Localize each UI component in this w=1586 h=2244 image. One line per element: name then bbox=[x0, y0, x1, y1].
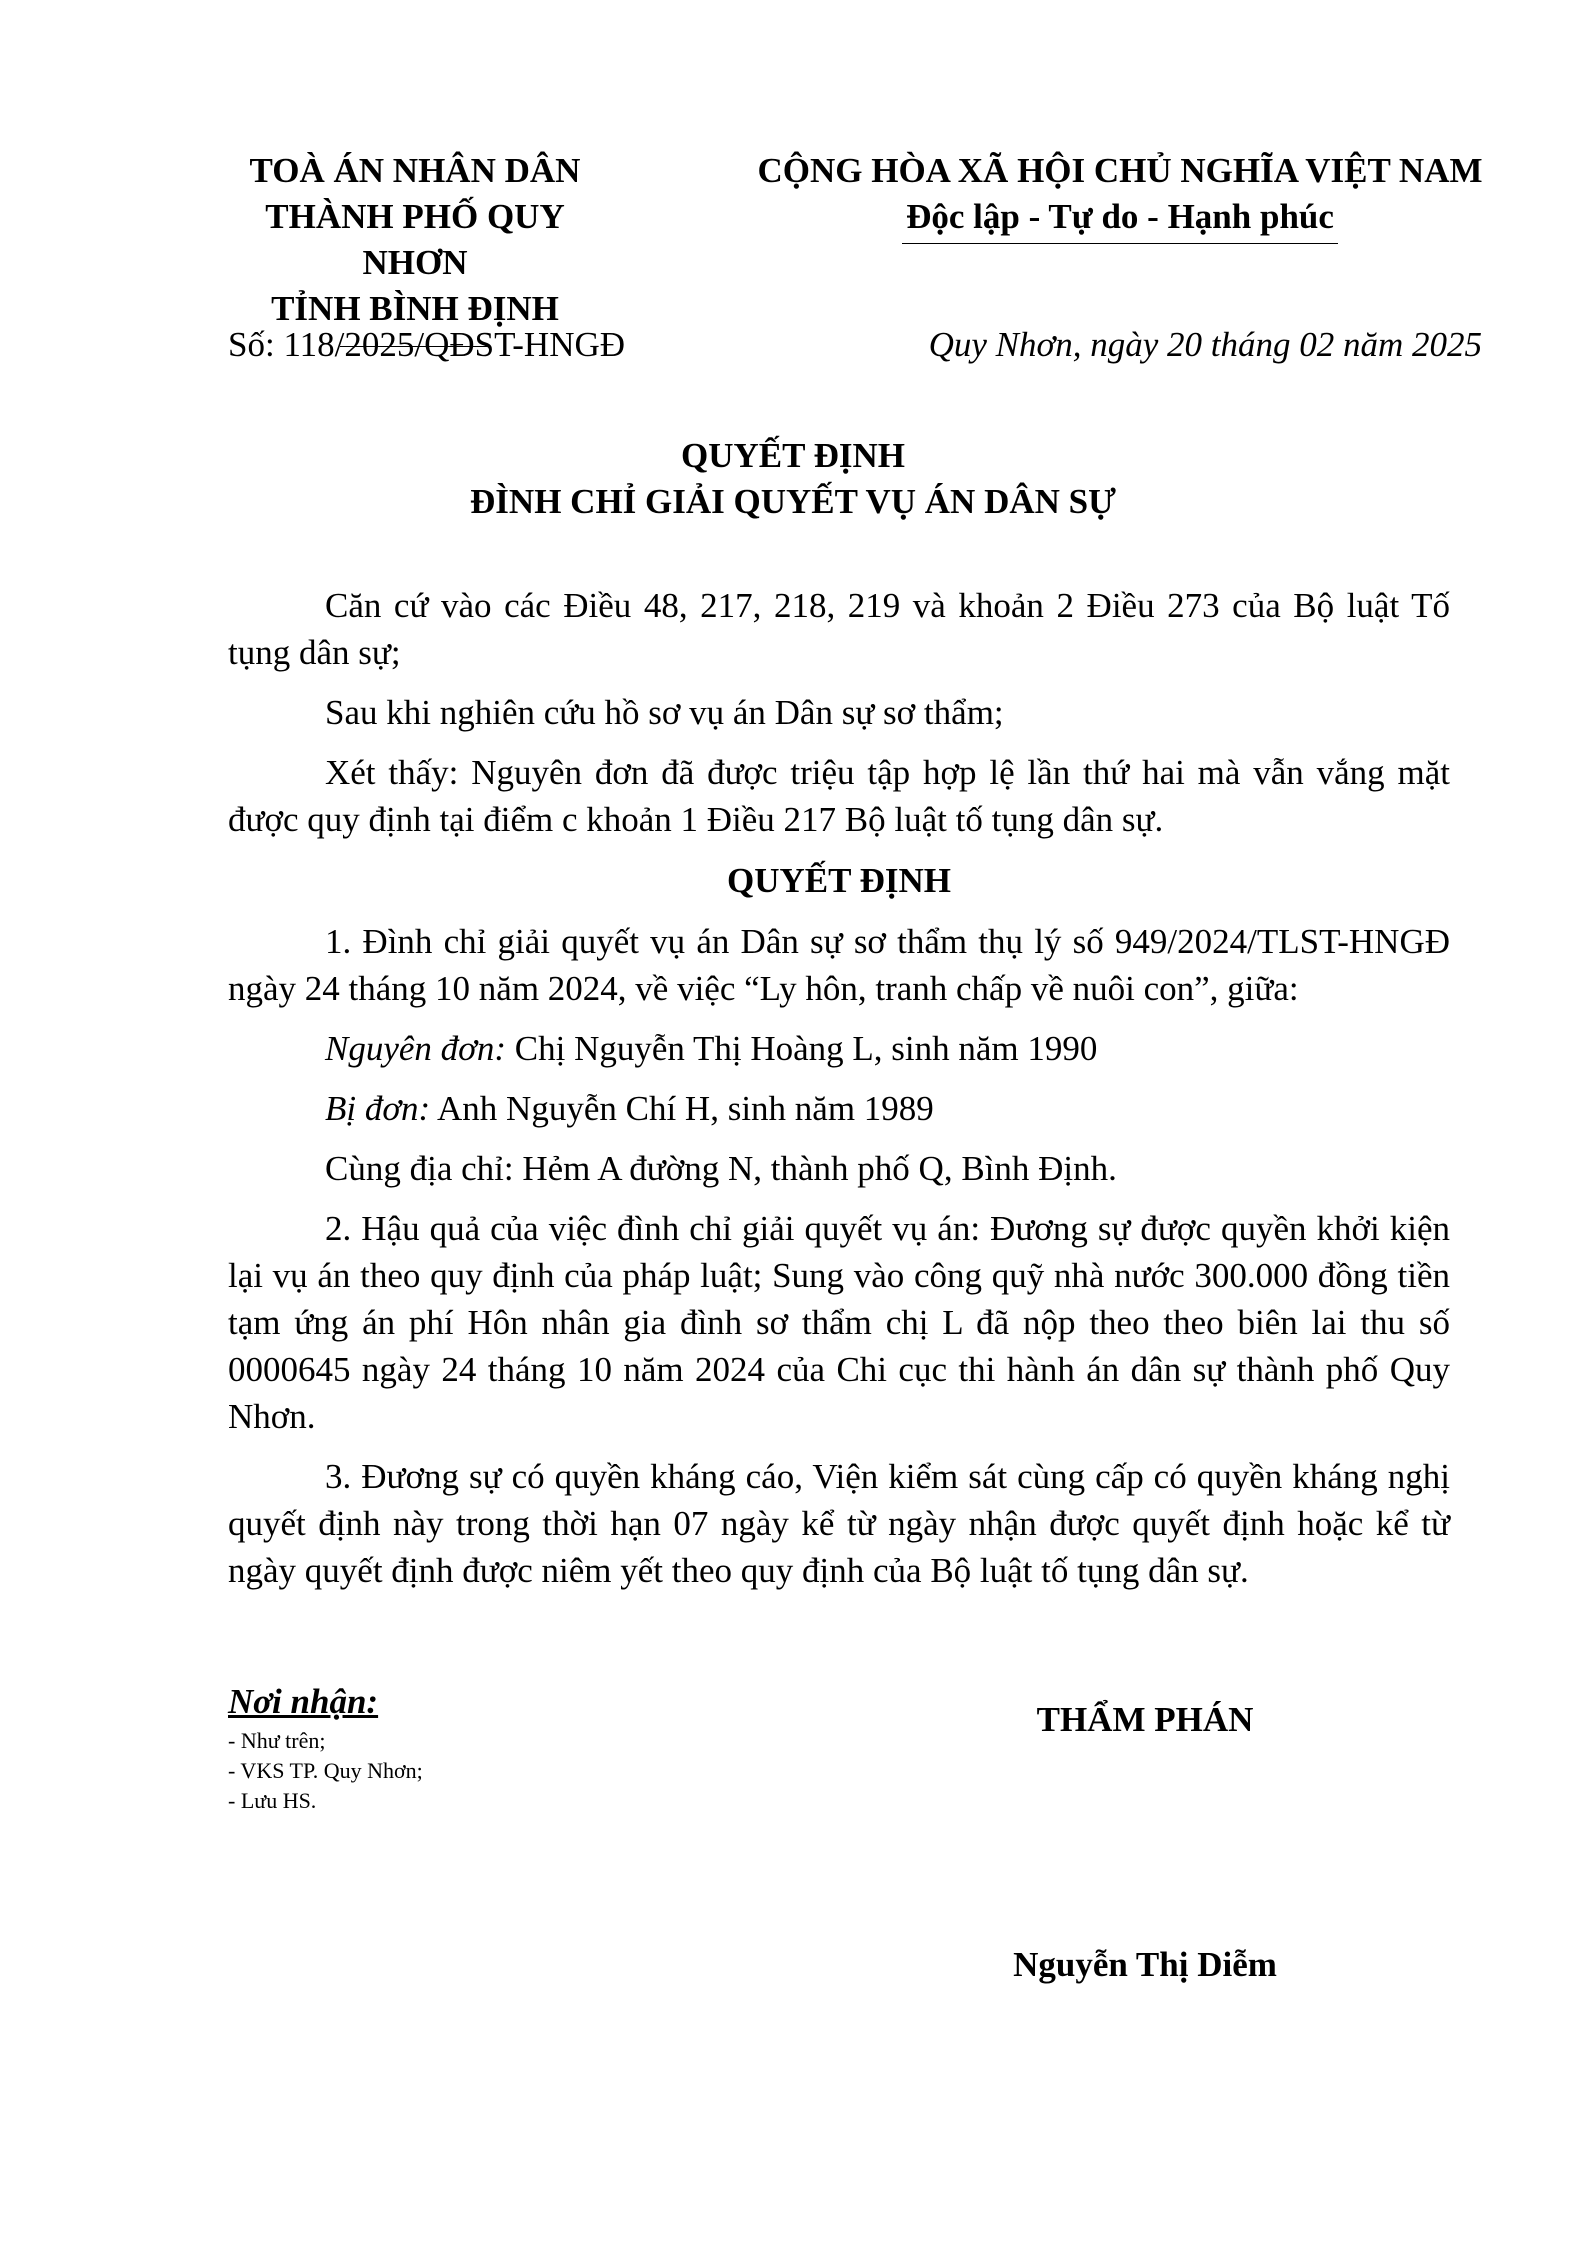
recipient-item: - Như trên; bbox=[228, 1728, 326, 1753]
decision-item-1: 1. Đình chỉ giải quyết vụ án Dân sự sơ thẩm thụ lý số 949/2024/TLST-HNGĐ ngày 24 tháng 10 năm 2024, về việc “Ly hôn, tranh chấp về nuôi con”, giữa: bbox=[228, 922, 1450, 1008]
decision-heading: QUYẾT ĐỊNH bbox=[727, 861, 951, 900]
national-title: CỘNG HÒA XÃ HỘI CHỦ NGHĨA VIỆT NAM bbox=[757, 151, 1483, 190]
title-line-2: ĐÌNH CHỈ GIẢI QUYẾT VỤ ÁN DÂN SỰ bbox=[470, 482, 1116, 521]
recipients-block bbox=[228, 1680, 423, 1816]
motto-text: Độc lập - Tự do - Hạnh phúc bbox=[906, 197, 1334, 236]
review-paragraph: Sau khi nghiên cứu hồ sơ vụ án Dân sự sơ thẩm; bbox=[325, 693, 1004, 732]
court-header bbox=[230, 148, 600, 347]
document-title bbox=[0, 433, 1586, 525]
defendant-label: Bị đơn: bbox=[325, 1089, 431, 1128]
recipients-list bbox=[228, 1726, 423, 1816]
signer-title: THẨM PHÁN bbox=[1036, 1700, 1254, 1739]
plaintiff-label: Nguyên đơn: bbox=[325, 1029, 506, 1068]
court-name-line-3: TỈNH BÌNH ĐỊNH bbox=[271, 289, 559, 328]
document-number: Số: 118/2025/QĐST-HNGĐ bbox=[228, 325, 626, 364]
defendant-value: Anh Nguyễn Chí H, sinh năm 1989 bbox=[430, 1089, 934, 1128]
motto-underline bbox=[902, 243, 1338, 244]
signer-name: Nguyễn Thị Diễm bbox=[1013, 1945, 1277, 1984]
plaintiff-line bbox=[228, 1025, 1450, 1072]
place-and-date: Quy Nhơn, ngày 20 tháng 02 năm 2025 bbox=[928, 325, 1482, 364]
recipient-item: - VKS TP. Quy Nhơn; bbox=[228, 1758, 423, 1783]
recipients-title: Nơi nhận: bbox=[228, 1682, 379, 1721]
court-name-line-1: TOÀ ÁN NHÂN DÂN bbox=[249, 151, 581, 190]
address-line: Cùng địa chỉ: Hẻm A đường N, thành phố Q, Bình Định. bbox=[325, 1149, 1117, 1188]
decision-item-3: 3. Đương sự có quyền kháng cáo, Viện kiểm sát cùng cấp có quyền kháng nghị quyết định này trong thời hạn 07 ngày kể từ ngày nhận được quyết định hoặc kể từ ngày quyết định được niêm yết theo quy định của Bộ luật tố tụng dân sự. bbox=[228, 1457, 1450, 1590]
finding-paragraph: Xét thấy: Nguyên đơn đã được triệu tập hợp lệ lần thứ hai mà vẫn vắng mặt được quy định tại điểm c khoản 1 Điều 217 Bộ luật tố tụng dân sự. bbox=[228, 753, 1450, 839]
legal-basis-paragraph: Căn cứ vào các Điều 48, 217, 218, 219 và khoản 2 Điều 273 của Bộ luật Tố tụng dân sự; bbox=[228, 586, 1450, 672]
court-name-line-2: THÀNH PHỐ QUY NHƠN bbox=[265, 197, 565, 282]
defendant-line bbox=[228, 1085, 1450, 1132]
decision-item-2: 2. Hậu quả của việc đình chỉ giải quyết vụ án: Đương sự được quyền khởi kiện lại vụ án theo quy định của pháp luật; Sung vào công quỹ nhà nước 300.000 đồng tiền tạm ứng án phí Hôn nhân gia đình sơ thẩm chị L đã nộp theo theo biên lai thu số 0000645 ngày 24 tháng 10 năm 2024 của Chi cục thi hành án dân sự thành phố Quy Nhơn. bbox=[228, 1209, 1450, 1436]
national-header bbox=[740, 148, 1500, 240]
title-line-1: QUYẾT ĐỊNH bbox=[681, 436, 905, 475]
recipient-item: - Lưu HS. bbox=[228, 1788, 317, 1813]
national-motto bbox=[906, 194, 1334, 240]
document-body bbox=[228, 582, 1450, 1607]
plaintiff-value: Chị Nguyễn Thị Hoàng L, sinh năm 1990 bbox=[506, 1029, 1098, 1068]
